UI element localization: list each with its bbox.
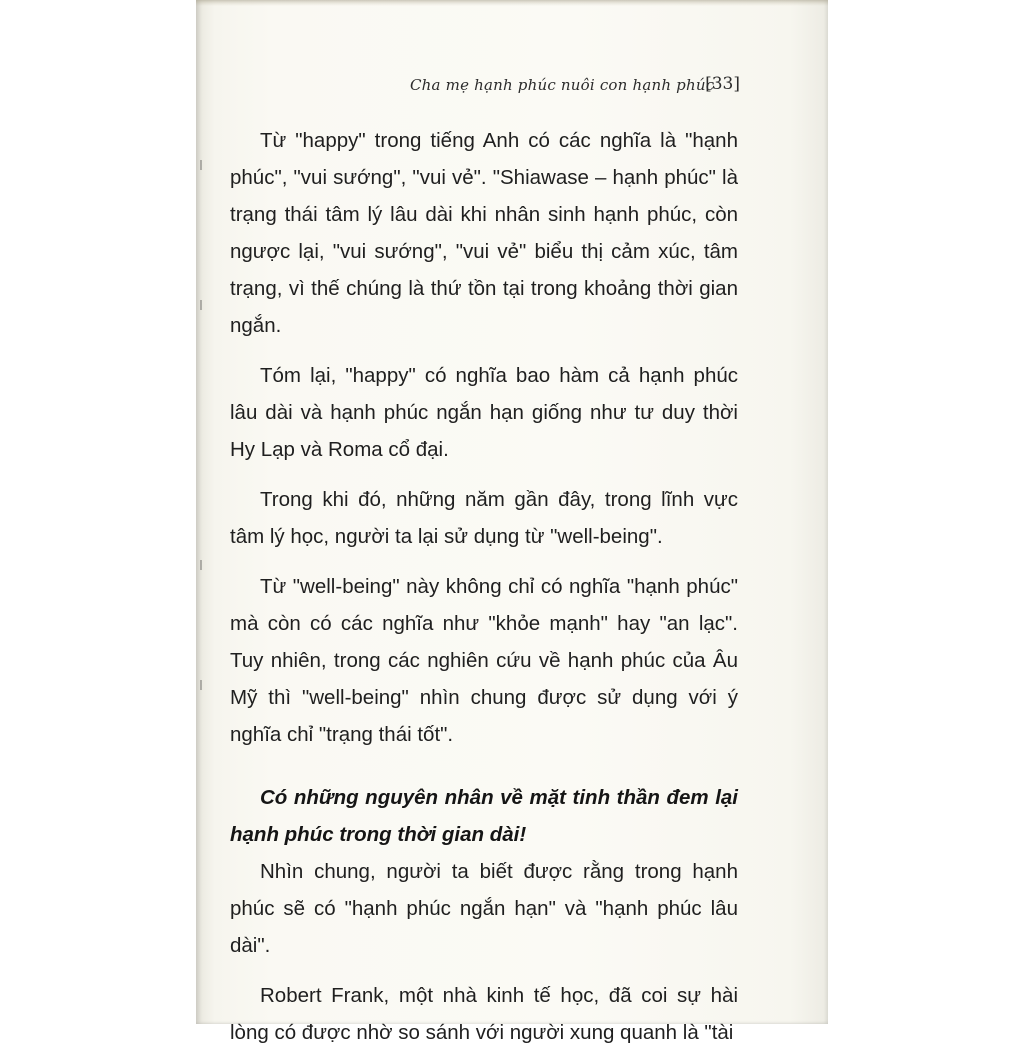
margin-mark [200,560,202,570]
section-heading: Có những nguyên nhân về mặt tinh thần đem lại hạnh phúc trong thời gian dài! [230,786,738,846]
page-body [230,122,738,1064]
body-paragraph: Trong khi đó, những năm gần đây, trong lĩnh vực tâm lý học, người ta lại sử dụng từ "well-being". [230,488,738,548]
running-title: Cha mẹ hạnh phúc nuôi con hạnh phúc [410,76,715,94]
body-paragraph: Từ "happy" trong tiếng Anh có các nghĩa là "hạnh phúc", "vui sướng", "vui vẻ". "Shiawase – hạnh phúc" là trạng thái tâm lý lâu dài khi nhân sinh hạnh phúc, còn ngược lại, "vui sướng", "vui vẻ" biểu thị cảm xúc, tâm trạng, vì thế chúng là thứ tồn tại trong khoảng thời gian ngắn. [230,129,738,337]
body-paragraph: Nhìn chung, người ta biết được rằng trong hạnh phúc sẽ có "hạnh phúc ngắn hạn" và "hạnh phúc lâu dài". [230,860,738,957]
body-paragraph: Tóm lại, "happy" có nghĩa bao hàm cả hạnh phúc lâu dài và hạnh phúc ngắn hạn giống như tư duy thời Hy Lạp và Roma cổ đại. [230,364,738,461]
page-number: [33] [705,74,740,94]
margin-mark [200,300,202,310]
page-top-edge [196,0,828,6]
margin-mark [200,680,202,690]
running-header [410,72,740,102]
body-paragraph: Từ "well-being" này không chỉ có nghĩa "hạnh phúc" mà còn có các nghĩa như "khỏe mạnh" hay "an lạc". Tuy nhiên, trong các nghiên cứu về hạnh phúc của Âu Mỹ thì "well-being" nhìn chung được sử dụng với ý nghĩa chỉ "trạng thái tốt". [230,575,738,746]
margin-mark [200,160,202,170]
body-paragraph: Robert Frank, một nhà kinh tế học, đã coi sự hài lòng có được nhờ so sánh với người xung quanh là "tài [230,984,738,1044]
